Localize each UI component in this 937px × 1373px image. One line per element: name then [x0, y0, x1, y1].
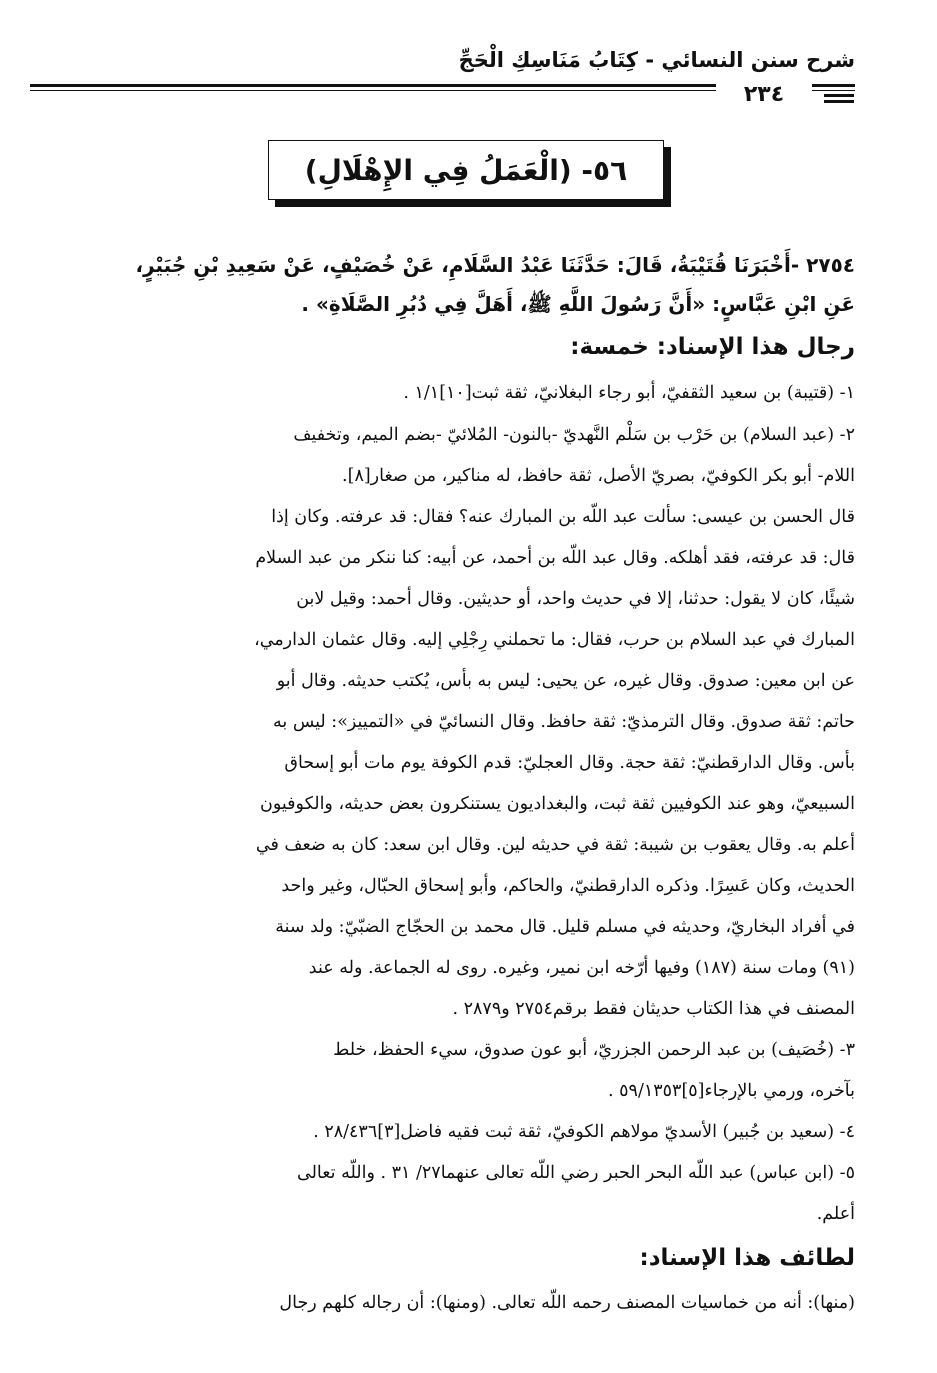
body-line: السبيعيّ، وهو عند الكوفيين ثقة ثبت، والبغداديون يستنكرون بعض حديثه، والكوفيون — [260, 794, 855, 814]
running-title: شرح سنن النسائي - كِتَابُ مَنَاسِكِ الْحَجِّ — [458, 48, 855, 72]
page-number: ٢٣٤ — [716, 82, 812, 107]
body-line: المصنف في هذا الكتاب حديثان فقط برقم٢٧٥٤ و٢٨٧٩ . — [452, 999, 855, 1019]
narrator-entry: ١- (قتيبة) بن سعيد الثقفيّ، أبو رجاء البغلانيّ، ثقة ثبت[١٠]١/١ . — [403, 383, 855, 403]
chapter-title: ٥٦- (الْعَمَلُ فِي الإِهْلَالِ) — [304, 153, 628, 187]
page-number-rule — [824, 94, 854, 97]
narrator-entry: أعلم. — [816, 1204, 855, 1224]
body-line: (٩١) ومات سنة (١٨٧) وفيها أرّخه ابن نمير، وغيره. روى له الجماعة. وله عند — [308, 958, 855, 978]
chapter-title-box — [268, 140, 664, 200]
body-line: بأس. وقال الدارقطنيّ: ثقة حجة. وقال العجليّ: قدم الكوفة يوم مات أبو إسحاق — [284, 753, 855, 773]
hadith-line: ٢٧٥٤ -أَخْبَرَنَا قُتَيْبَةُ، قَالَ: حَدَّثَنَا عَبْدُ السَّلَامِ، عَنْ خُصَيْفٍ، عَنْ سَعِيدِ بْنِ جُبَيْرٍ، — [135, 253, 855, 277]
body-line: المبارك في عبد السلام بن حرب، فقال: ما تحملني رِجْلِي إليه. وقال عثمان الدارمي، — [254, 630, 855, 650]
hadith-line: عَنِ ابْنِ عَبَّاسٍ: «أَنَّ رَسُولَ اللَّهِ ﷺ، أَهَلَّ فِي دُبُرِ الصَّلَاةِ» . — [301, 292, 855, 316]
narrator-entry: ٢- (عبد السلام) بن حَرْب بن سَلْم النَّهديّ -بالنون- المُلائيّ -بضم الميم، وتخفيف — [293, 425, 855, 445]
body-line: الحديث، وكان عَسِرًا. وذكره الدارقطنيّ، والحاكم، وأبو إسحاق الحبّال، وغير واحد — [281, 876, 855, 896]
body-line: عن ابن معين: صدوق. وقال غيره، عن يحيى: ليس به بأس، يُكتب حديثه. وقال أبو — [276, 671, 855, 691]
narrator-entry: بآخره، ورمي بالإرجاء[٥]٥٩/١٣٥٣ . — [608, 1081, 855, 1101]
body-line: قال الحسن بن عيسى: سألت عبد اللّه بن المبارك عنه؟ فقال: قد عرفته. وكان إذا — [271, 507, 855, 527]
narrator-entry: ٥- (ابن عباس) عبد اللّه البحر الحبر رضي اللّه تعالى عنهما٢٧/ ٣١ . واللّه تعالى — [296, 1163, 855, 1183]
body-line: حاتم: ثقة صدوق. وقال الترمذيّ: ثقة حافظ. وقال النسائيّ في «التمييز»: ليس به — [273, 712, 855, 732]
section-heading: رجال هذا الإسناد: خمسة: — [570, 334, 855, 360]
page-number-rule — [824, 100, 854, 103]
body-line: قال: قد عرفته، فقد أهلكه. وقال عبد اللّه بن أحمد، عن أبيه: كنا ننكر من عبد السلام — [255, 548, 855, 568]
section-heading: لطائف هذا الإسناد: — [639, 1245, 855, 1271]
body-line: في أفراد البخاريّ، وحديثه في مسلم قليل. قال محمد بن الحجّاج الضبّيّ: ولد سنة — [275, 917, 855, 937]
narrator-entry: اللام- أبو بكر الكوفيّ، بصريّ الأصل، ثقة حافظ، له مناكير، من صغار[٨]. — [342, 466, 855, 486]
body-line: (منها): أنه من خماسيات المصنف رحمه اللّه تعالى. (ومنها): أن رجاله كلهم رجال — [279, 1293, 855, 1313]
body-line: شيئًا، كان لا يقول: حدثنا، إلا في حديث واحد، أو حديثين. وقال أحمد: وقيل لابن — [296, 589, 855, 609]
narrator-entry: ٤- (سعيد بن جُبير) الأسديّ مولاهم الكوفيّ، ثقة ثبت فقيه فاضل[٣]٢٨/٤٣٦ . — [313, 1122, 855, 1142]
body-line: أعلم به. وقال يعقوب بن شيبة: ثقة في حديثه لين. وقال ابن سعد: كان به ضعف في — [255, 835, 855, 855]
narrator-entry: ٣- (خُصَيف) بن عبد الرحمن الجزريّ، أبو عون صدوق، سيء الحفظ، خلط — [333, 1040, 855, 1060]
